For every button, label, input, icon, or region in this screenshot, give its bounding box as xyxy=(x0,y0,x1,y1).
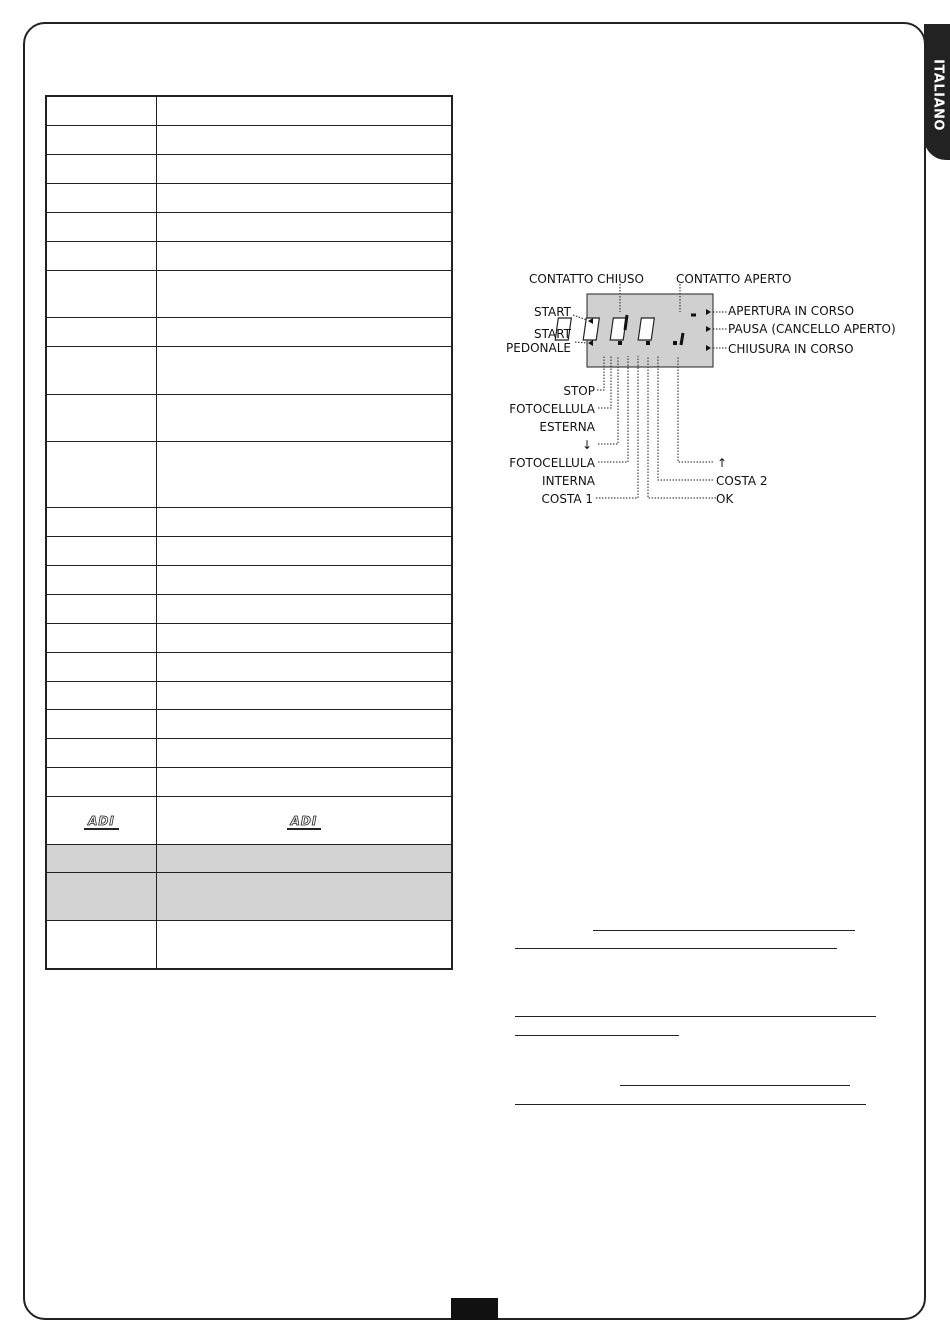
underline-rule xyxy=(515,1016,876,1017)
display-dot xyxy=(646,341,650,345)
adi-logo: ADI xyxy=(287,813,322,830)
lit-segment xyxy=(625,315,627,330)
label-arrow-down: ↓ xyxy=(581,438,592,452)
label-arrow-up: ↑ xyxy=(717,456,728,470)
page-number xyxy=(451,1298,498,1320)
label-fotocellula-esterna-1: FOTOCELLULA xyxy=(509,402,595,416)
label-stop: STOP xyxy=(563,384,595,398)
underline-rule xyxy=(515,1104,866,1105)
underline-rule xyxy=(620,1085,850,1086)
display-dot xyxy=(673,341,677,345)
display-digit xyxy=(638,318,654,340)
label-contatto-aperto: CONTATTO APERTO xyxy=(676,272,792,286)
underline-rule xyxy=(515,948,837,949)
label-apertura: APERTURA IN CORSO xyxy=(728,304,855,318)
underline-rule xyxy=(515,1035,679,1036)
label-chiusura: CHIUSURA IN CORSO xyxy=(728,342,854,356)
adi-logo: ADI xyxy=(84,813,119,830)
label-pausa: PAUSA (CANCELLO APERTO) xyxy=(728,322,896,336)
underline-rule xyxy=(593,930,855,931)
lit-segment xyxy=(681,333,683,345)
display-dot xyxy=(618,341,622,345)
label-costa-1: COSTA 1 xyxy=(541,492,593,506)
label-costa-2: COSTA 2 xyxy=(716,474,768,488)
label-start: START xyxy=(533,305,571,319)
language-tab-label: ITALIANO xyxy=(930,58,946,131)
label-contatto-chiuso: CONTATTO CHIUSO xyxy=(529,272,644,286)
label-fotocellula-interna-1: FOTOCELLULA xyxy=(509,456,595,470)
label-ok: OK xyxy=(716,492,734,506)
label-start-pedonale-1: START xyxy=(533,327,571,341)
label-fotocellula-interna-2: INTERNA xyxy=(542,474,595,488)
label-fotocellula-esterna-2: ESTERNA xyxy=(539,420,595,434)
label-start-pedonale-2: PEDONALE xyxy=(506,341,571,355)
